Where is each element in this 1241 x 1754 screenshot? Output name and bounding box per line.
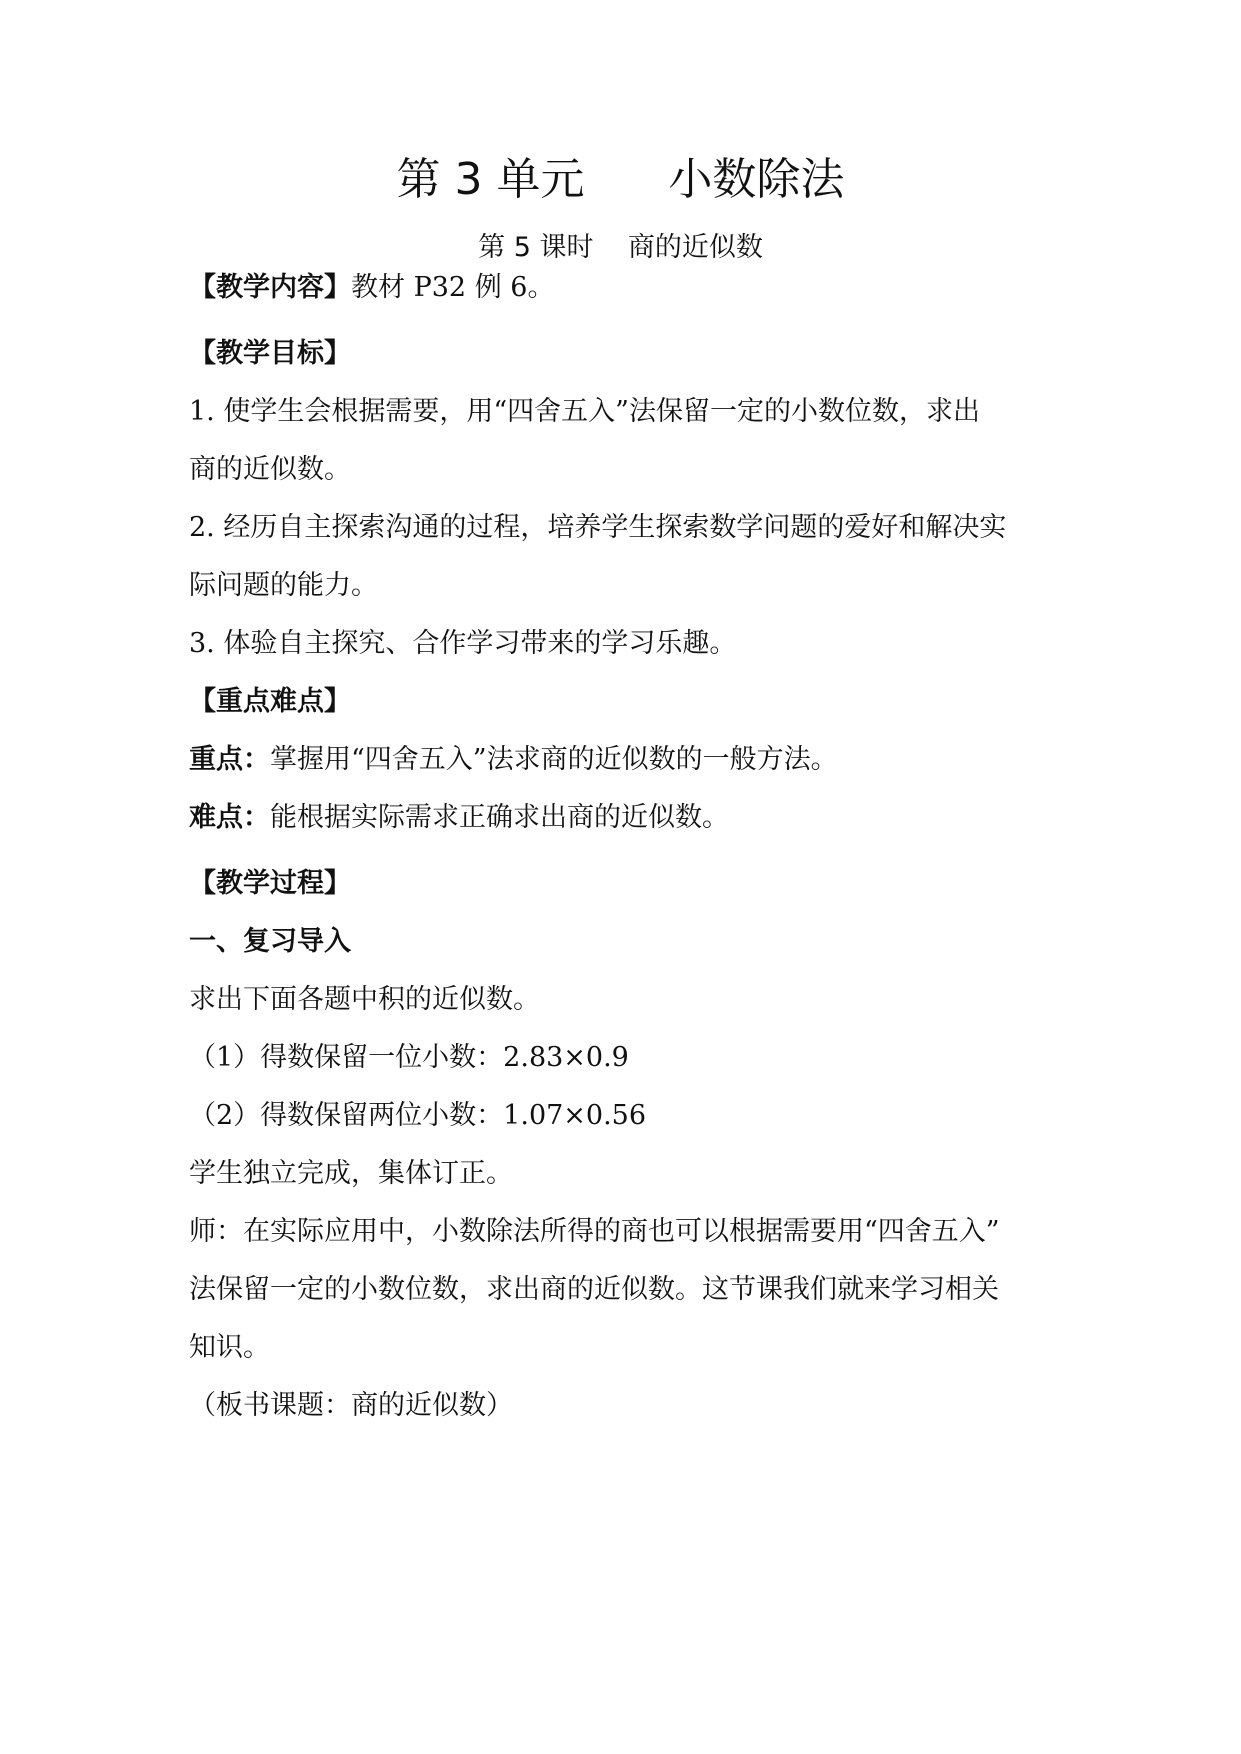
teaching-content-line (189, 268, 1069, 308)
objective-line: 1. 使学生会根据需要，用“四舍五入”法保留一定的小数位数，求出 (189, 396, 980, 427)
process-line: 法保留一定的小数位数，求出商的近似数。这节课我们就来学习相关 (189, 1274, 999, 1305)
process-line: 求出下面各题中积的近似数。 (189, 984, 540, 1015)
difficulty-text: 能根据实际需求正确求出商的近似数。 (270, 802, 729, 833)
process-line: 学生独立完成，集体订正。 (189, 1158, 513, 1189)
process-line: 师：在实际应用中，小数除法所得的商也可以根据需要用“四舍五入” (189, 1216, 1000, 1247)
key-points-heading: 【重点难点】 (189, 686, 351, 717)
difficulty-line (189, 798, 1069, 838)
difficulty-label: 难点： (189, 802, 270, 833)
objective-line: 际问题的能力。 (189, 570, 378, 601)
objective-line: 3. 体验自主探究、合作学习带来的学习乐趣。 (189, 628, 737, 659)
section-heading: 一、复习导入 (189, 926, 351, 957)
key-point-line (189, 740, 1069, 780)
lesson-title: 第 5 课时 商的近似数 (478, 232, 763, 263)
key-point-label: 重点： (189, 744, 270, 775)
key-point-text: 掌握用“四舍五入”法求商的近似数的一般方法。 (270, 744, 838, 775)
teaching-content-label: 【教学内容】 (189, 272, 351, 303)
process-heading: 【教学过程】 (189, 868, 351, 899)
unit-title: 第 3 单元 小数除法 (396, 154, 845, 205)
objective-line: 2. 经历自主探索沟通的过程，培养学生探索数学问题的爱好和解决实 (189, 512, 1007, 543)
process-line: （板书课题：商的近似数） (189, 1390, 513, 1421)
teaching-content-text: 教材 P32 例 6。 (351, 272, 555, 303)
objective-line: 商的近似数。 (189, 454, 351, 485)
process-line: （2）得数保留两位小数：1.07×0.56 (189, 1100, 647, 1131)
process-line: 知识。 (189, 1332, 270, 1363)
process-line: （1）得数保留一位小数：2.83×0.9 (189, 1042, 629, 1073)
objectives-heading: 【教学目标】 (189, 338, 351, 369)
